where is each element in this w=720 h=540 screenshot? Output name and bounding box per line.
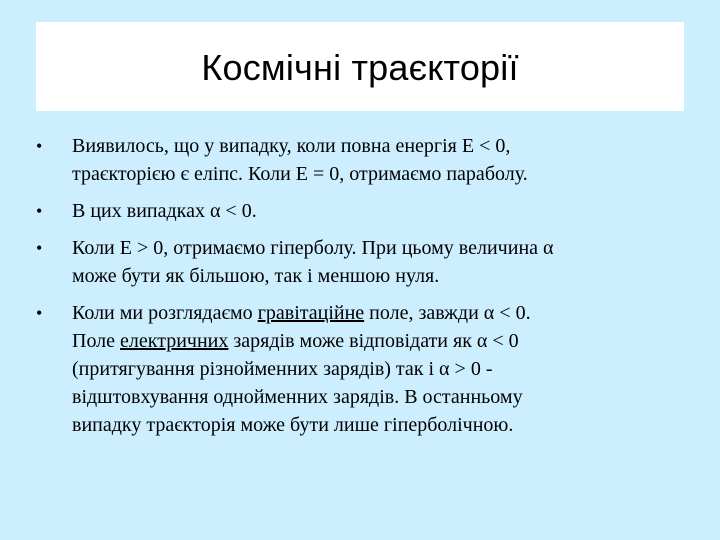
bullet-text: поле, завжди α < 0.	[364, 302, 531, 324]
gravitational-link[interactable]: гравітаційне	[257, 302, 365, 324]
bullet-text: Коли ми розглядаємо	[72, 302, 258, 324]
bullet-text: Поле	[72, 330, 121, 352]
bullet-text: зарядів може відповідати як α < 0	[228, 330, 519, 352]
bullet-item	[36, 197, 676, 225]
bullet-text-line: Виявилось, що у випадку, коли повна енергія E < 0,	[72, 135, 511, 157]
bullet-icon: •	[36, 303, 43, 323]
electric-link[interactable]: електричних	[120, 330, 229, 352]
bullet-text-line: Коли E > 0, отримаємо гіперболу. При цьому величина α	[72, 237, 554, 259]
bullet-item	[36, 132, 676, 188]
bullet-text-line: може бути як більшою, так і меншою нуля.	[72, 265, 440, 287]
bullet-text: (притягування різнойменних зарядів) так і α > 0 -	[72, 358, 493, 380]
bullet-icon: •	[36, 238, 43, 258]
bullet-text-line: траєкторією є еліпс. Коли E = 0, отримаємо параболу.	[72, 163, 528, 185]
bullet-icon: •	[36, 201, 43, 221]
slide-title: Космічні траєкторії	[201, 46, 519, 88]
bullet-text: відштовхування однойменних зарядів. В останньому	[72, 386, 523, 408]
bullet-item	[36, 299, 676, 439]
bullet-text-line: В цих випадках α < 0.	[72, 200, 257, 222]
bullet-text: випадку траєкторія може бути лише гіперболічною.	[72, 414, 514, 436]
bullet-list	[36, 132, 676, 448]
title-box	[36, 22, 684, 111]
bullet-icon: •	[36, 136, 43, 156]
bullet-item	[36, 234, 676, 290]
